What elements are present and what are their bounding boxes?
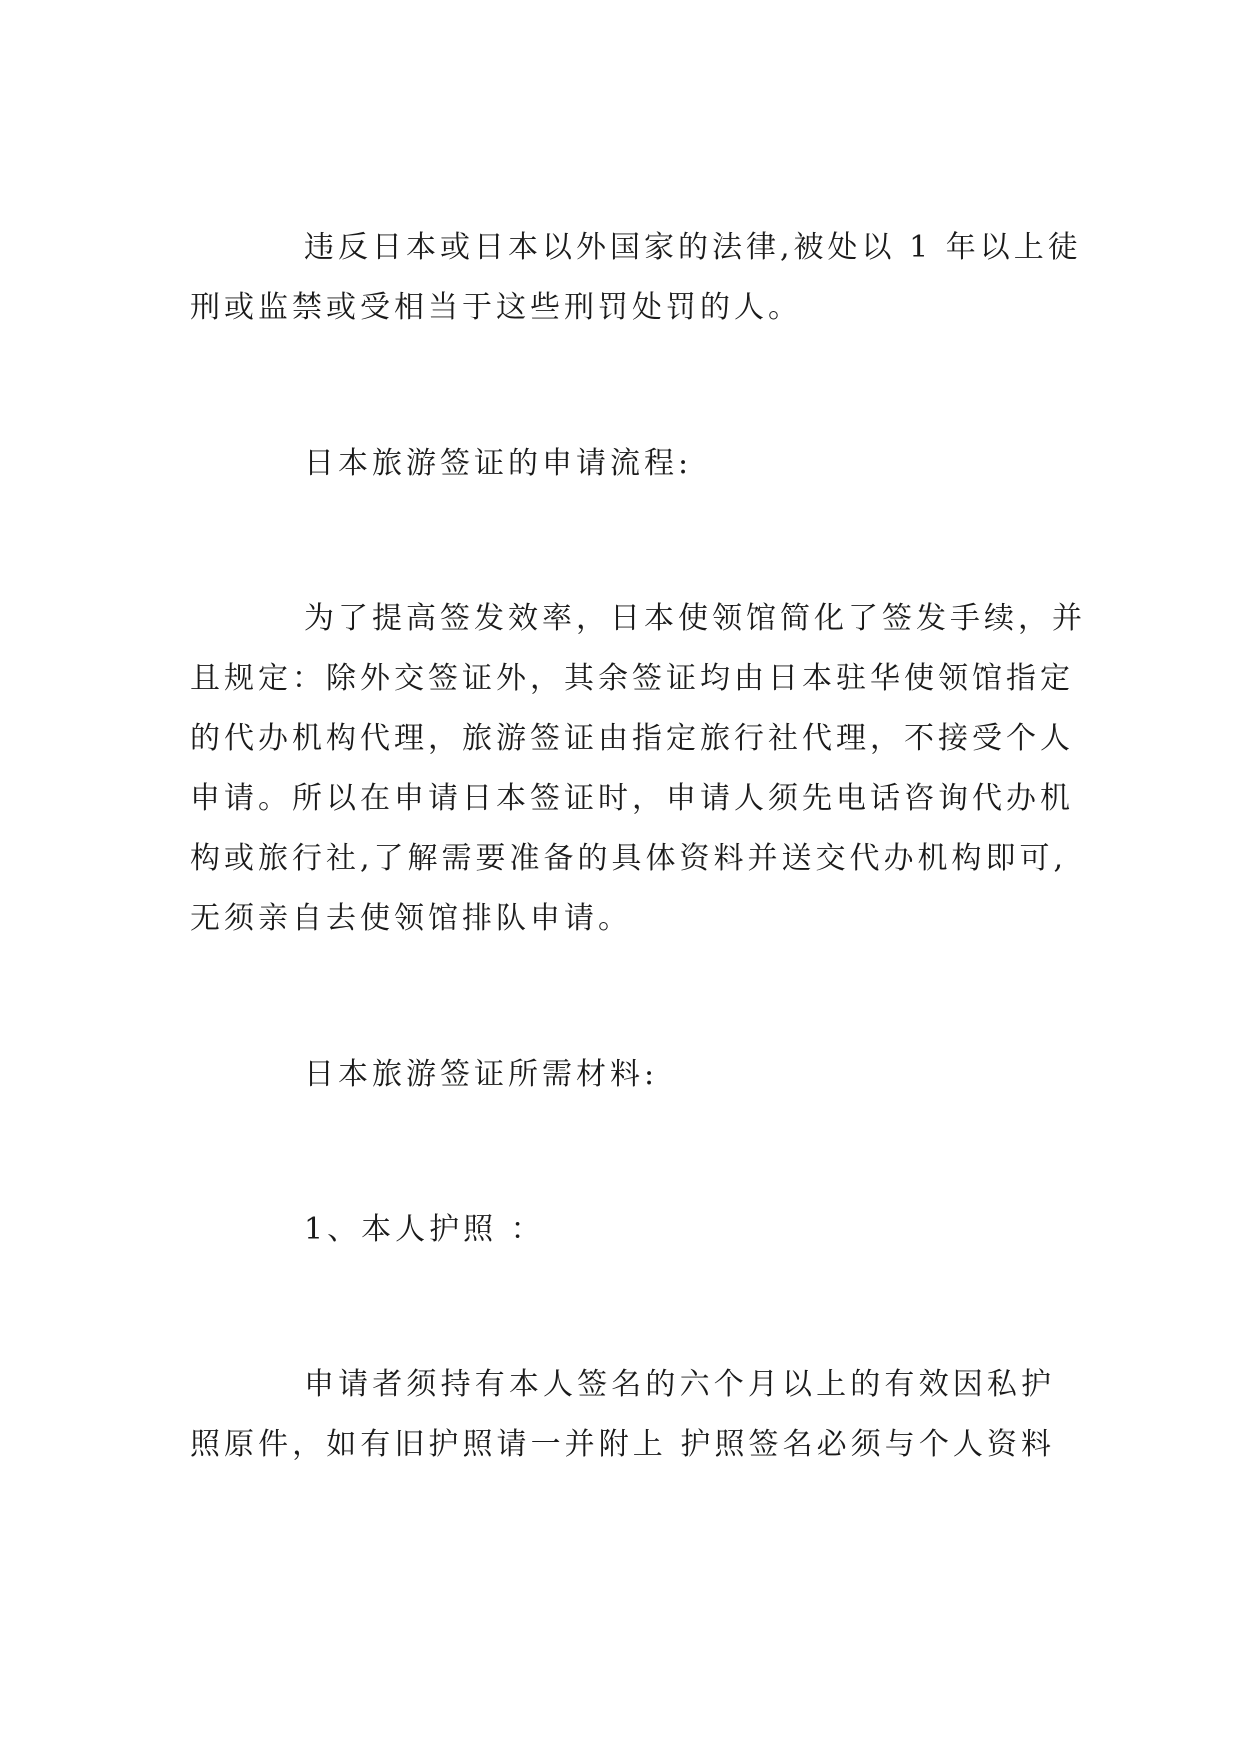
- paragraph-line: 刑或监禁或受相当于这些刑罚处罚的人。: [190, 290, 802, 325]
- paragraph-line: 无须亲自去使领馆排队申请。: [190, 901, 632, 936]
- paragraph-line: 申请者须持有本人签名的六个月以上的有效因私护: [304, 1367, 1055, 1402]
- section-heading: 日本旅游签证所需材料:: [304, 1057, 659, 1092]
- paragraph-line: 申请。所以在申请日本签证时，申请人须先电话咨询代办机: [190, 781, 1074, 816]
- section-heading: 1、本人护照 ：: [304, 1212, 545, 1247]
- paragraph-line: 的代办机构代理，旅游签证由指定旅行社代理，不接受个人: [190, 721, 1074, 756]
- paragraph-line: 照原件，如有旧护照请一并附上 护照签名必须与个人资料: [190, 1427, 1055, 1462]
- paragraph-line: 且规定：除外交签证外，其余签证均由日本驻华使领馆指定: [190, 661, 1074, 696]
- paragraph-line: 构或旅行社,了解需要准备的具体资料并送交代办机构即可,: [190, 841, 1068, 876]
- paragraph-line: 违反日本或日本以外国家的法律,被处以 1 年以上徒: [304, 230, 1082, 265]
- paragraph-line: 为了提高签发效率，日本使领馆简化了签发手续，并: [304, 601, 1086, 636]
- section-heading: 日本旅游签证的申请流程:: [304, 446, 693, 481]
